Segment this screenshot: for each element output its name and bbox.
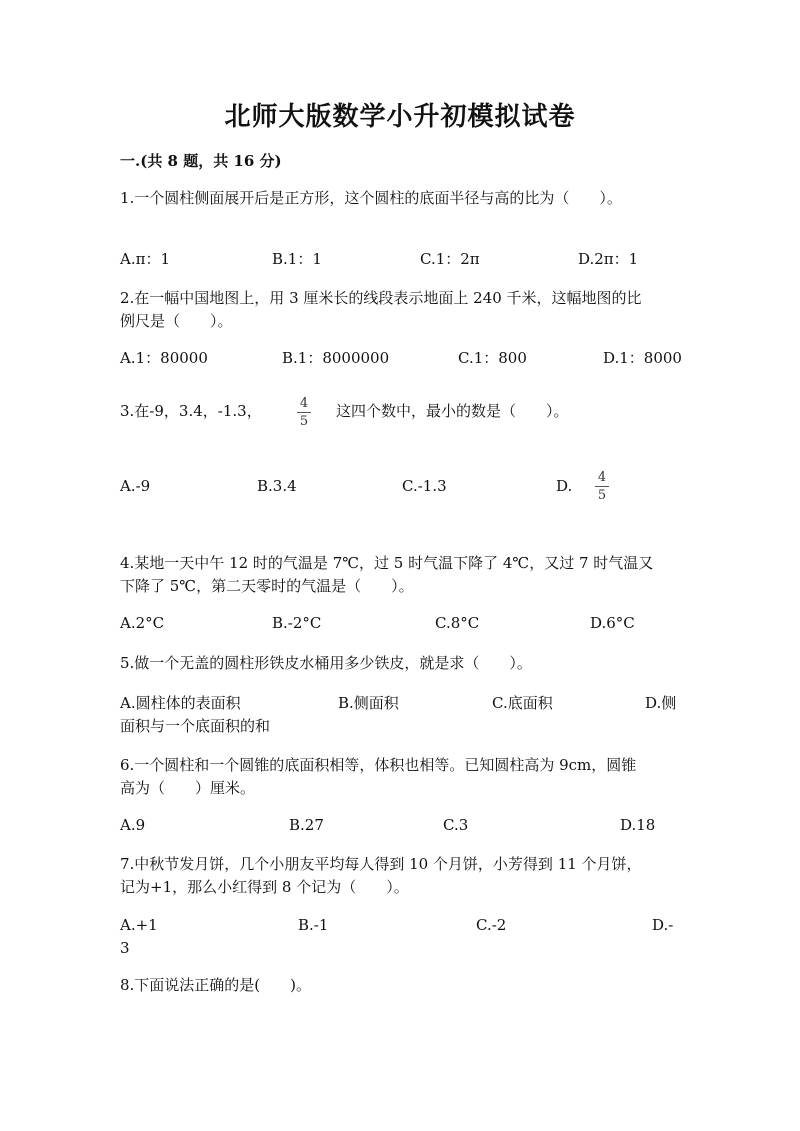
question-2-option-b: B.1：8000000	[282, 349, 390, 367]
question-6-text-line2: 高为（ ）厘米。	[120, 779, 256, 797]
question-4-text-line1: 4.某地一天中午 12 时的气温是 7℃，过 5 时气温下降了 4℃，又过 7 时气温又	[120, 554, 654, 572]
page-title: 北师大版数学小升初模拟试卷	[224, 102, 576, 132]
question-2-option-c: C.1：800	[458, 349, 527, 367]
question-6-option-b: B.27	[289, 816, 324, 834]
question-7-option-a: A.+1	[120, 916, 158, 934]
question-8-text: 8.下面说法正确的是( )。	[120, 976, 312, 994]
question-5-option-b: B.侧面积	[338, 694, 399, 712]
question-7-option-d: D.-	[652, 916, 674, 934]
question-1-option-c: C.1：2π	[420, 250, 480, 268]
fraction-denominator: 5	[299, 414, 309, 429]
question-3-option-b: B.3.4	[257, 477, 297, 495]
question-2-text-line2: 例尺是（ ）。	[120, 312, 233, 330]
question-5-option-a: A.圆柱体的表面积	[120, 694, 241, 712]
question-6-option-a: A.9	[120, 816, 146, 834]
question-3-option-a: A.-9	[120, 477, 151, 495]
question-5-option-d: D.侧	[645, 694, 677, 712]
question-5-option-c: C.底面积	[492, 694, 553, 712]
question-3-option-c: C.-1.3	[402, 477, 447, 495]
question-1-text: 1.一个圆柱侧面展开后是正方形，这个圆柱的底面半径与高的比为（ ）。	[120, 189, 622, 207]
question-3-option-d-fraction	[595, 471, 609, 502]
fraction-bar	[297, 412, 311, 413]
question-7-option-b: B.-1	[298, 916, 329, 934]
question-7-text-line2: 记为+1，那么小红得到 8 个记为（ ）。	[120, 878, 409, 896]
question-1-option-a: A.π：1	[120, 250, 171, 268]
question-2-option-d: D.1：8000	[603, 349, 682, 367]
question-6-text-line1: 6.一个圆柱和一个圆锥的底面积相等，体积也相等。已知圆柱高为 9cm，圆锥	[120, 756, 637, 774]
question-3-fraction	[297, 397, 311, 428]
fraction-numerator: 4	[597, 470, 607, 485]
question-4-text-line2: 下降了 5℃，第二天零时的气温是（ ）。	[120, 577, 414, 595]
question-4-option-b: B.-2°C	[272, 614, 322, 632]
fraction-denominator: 5	[597, 488, 607, 503]
question-4-option-d: D.6°C	[590, 614, 635, 632]
question-2-option-a: A.1：80000	[120, 349, 208, 367]
question-1-option-b: B.1：1	[272, 250, 322, 268]
question-7-option-c: C.-2	[476, 916, 507, 934]
question-6-option-d: D.18	[620, 816, 656, 834]
fraction-numerator: 4	[299, 396, 309, 411]
question-3-text-pre: 3.在-9，3.4，-1.3，	[120, 402, 262, 420]
question-7-text-line1: 7.中秋节发月饼，几个小朋友平均每人得到 10 个月饼，小芳得到 11 个月饼，	[120, 855, 642, 873]
fraction-bar	[595, 486, 609, 487]
question-5-text: 5.做一个无盖的圆柱形铁皮水桶用多少铁皮，就是求（ ）。	[120, 654, 532, 672]
question-4-option-a: A.2°C	[120, 614, 165, 632]
question-2-text-line1: 2.在一幅中国地图上，用 3 厘米长的线段表示地面上 240 千米，这幅地图的比	[120, 289, 642, 307]
question-3-text-post: 这四个数中，最小的数是（ ）。	[336, 402, 569, 420]
question-3-option-d: D.	[556, 477, 573, 495]
question-4-option-c: C.8°C	[435, 614, 480, 632]
question-6-option-c: C.3	[443, 816, 469, 834]
section-header: 一.(共 8 题，共 16 分)	[120, 152, 282, 170]
question-1-option-d: D.2π：1	[578, 250, 639, 268]
question-7-option-d-continued: 3	[120, 939, 130, 957]
question-5-option-d-continued: 面积与一个底面积的和	[120, 717, 271, 735]
